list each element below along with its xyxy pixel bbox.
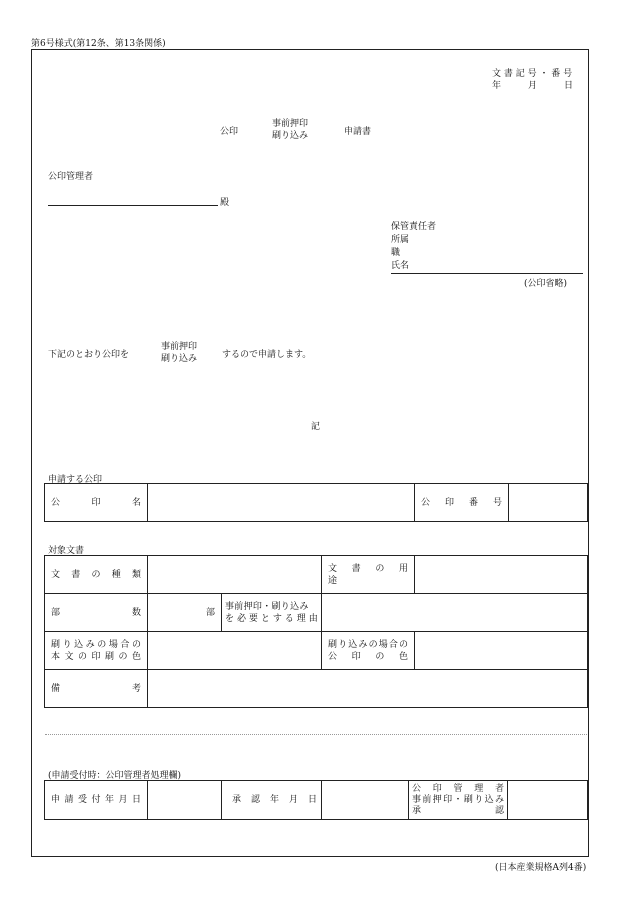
seal-name-label: 公 印 名 <box>45 484 148 522</box>
received-date-field[interactable] <box>148 781 222 820</box>
applicant-block <box>391 221 436 273</box>
admin-table <box>44 780 588 820</box>
form-title-option-preprint: 事前押印 <box>272 119 309 129</box>
document-type-label: 文 書 の 種 類 <box>45 556 148 594</box>
seal-section-heading: 申請する公印 <box>48 475 103 485</box>
seal-name-field[interactable] <box>148 484 415 522</box>
approver-label-line1: 公 印 管 理 者 <box>412 783 504 794</box>
remarks-field[interactable] <box>148 670 588 708</box>
applicant-name-line <box>391 273 583 274</box>
received-date-label: 申請受付年月日 <box>45 781 148 820</box>
form-title-options <box>272 118 308 142</box>
document-reference-number: 文 書 記 号 ・ 番 号 <box>492 69 573 79</box>
ki-heading: 記 <box>311 422 321 432</box>
applicant-position-label: 職 <box>391 248 401 258</box>
applicant-name-label: 氏名 <box>391 261 410 271</box>
document-section-heading: 対象文書 <box>48 546 85 556</box>
copies-unit: 部 <box>205 607 215 618</box>
admin-section-heading: (申請受付時：公印管理者処理欄) <box>48 771 182 781</box>
approval-date-label: 承 認 年 月 日 <box>222 781 322 820</box>
reason-field[interactable] <box>322 594 588 632</box>
section-divider <box>45 734 587 735</box>
approver-label-line3: 承 認 <box>412 805 504 816</box>
seal-number-field[interactable] <box>509 484 588 522</box>
seal-color-label <box>322 632 415 670</box>
paper-size-note: (日本産業規格A列4番) <box>495 863 587 873</box>
document-table <box>44 555 588 708</box>
request-options <box>161 341 197 365</box>
remarks-label: 備 考 <box>45 670 148 708</box>
request-option-preprint: 事前押印 <box>161 342 198 352</box>
reason-label-line2: を必要とする理由 <box>225 613 318 624</box>
addressee-label: 公印管理者 <box>48 172 94 182</box>
reason-label <box>222 594 322 632</box>
form-number: 第6号様式(第12条、第13条関係) <box>31 39 166 49</box>
seal-number-label: 公 印 番 号 <box>415 484 509 522</box>
text-color-label-line1: 刷り込みの場合の <box>51 639 141 650</box>
document-usage-field[interactable] <box>415 556 588 594</box>
request-option-imprint: 刷り込み <box>161 354 198 364</box>
request-text-before: 下記のとおり公印を <box>48 350 130 360</box>
addressee-name-line <box>48 205 218 206</box>
copies-label: 部 数 <box>45 594 148 632</box>
form-title-prefix: 公印 <box>220 127 239 137</box>
approver-label-line2: 事前押印・刷り込み <box>412 794 504 805</box>
seal-color-field[interactable] <box>415 632 588 670</box>
form-frame <box>31 49 589 857</box>
seal-color-label-line2: 公 印 の 色 <box>328 651 408 662</box>
seal-color-label-line1: 刷り込みの場合の <box>328 639 408 650</box>
document-date: 年 月 日 <box>492 81 574 91</box>
form-title-option-imprint: 刷り込み <box>272 131 309 141</box>
text-color-field[interactable] <box>148 632 322 670</box>
form-title-suffix: 申請書 <box>344 127 372 137</box>
seal-table <box>44 483 588 522</box>
approver-field[interactable] <box>508 781 588 820</box>
seal-omitted-note: (公印省略) <box>524 279 568 289</box>
reason-label-line1: 事前押印・刷り込み <box>225 601 309 612</box>
approver-label <box>409 781 508 820</box>
text-color-label-line2: 本文の印刷の色 <box>51 651 141 662</box>
applicant-affiliation-label: 所属 <box>391 235 410 245</box>
approval-date-field[interactable] <box>322 781 409 820</box>
text-color-label <box>45 632 148 670</box>
addressee-honorific: 殿 <box>220 198 230 208</box>
copies-field[interactable] <box>148 594 222 632</box>
document-type-field[interactable] <box>148 556 322 594</box>
applicant-role: 保管責任者 <box>391 222 437 232</box>
request-text-after: するので申請します。 <box>222 350 312 360</box>
document-usage-label: 文 書 の 用 途 <box>322 556 415 594</box>
